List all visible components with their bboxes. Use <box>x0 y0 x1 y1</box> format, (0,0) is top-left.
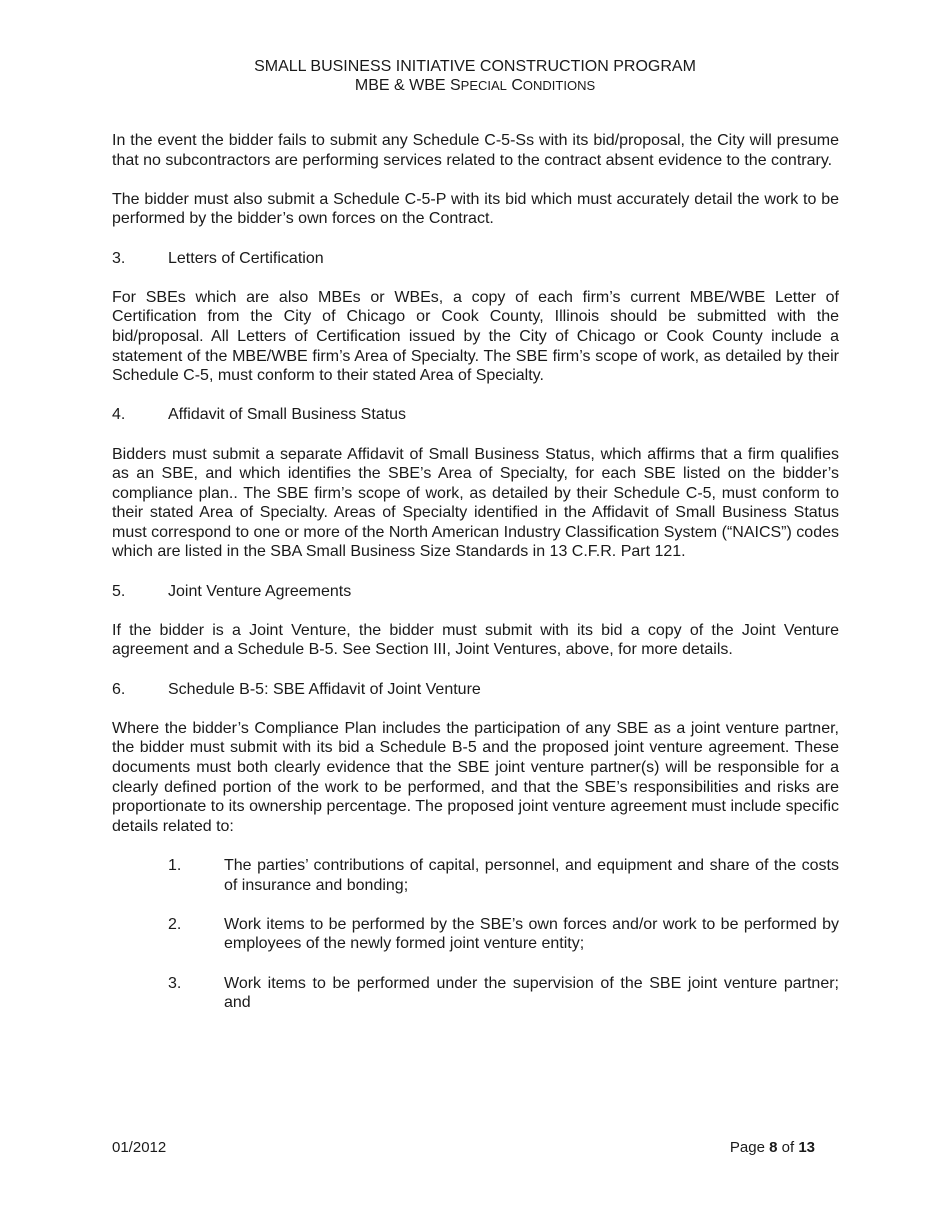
section-title: Joint Venture Agreements <box>168 582 352 600</box>
header-title: SMALL BUSINESS INITIATIVE CONSTRUCTION PROGRAM <box>254 58 696 75</box>
footer-date: 01/2012 <box>112 1139 167 1156</box>
list-item-number: 1. <box>168 856 182 874</box>
section-number: 6. <box>112 680 126 698</box>
total-pages: 13 <box>798 1139 815 1156</box>
page-footer <box>112 1138 815 1158</box>
intro-paragraph-1: In the event the bidder fails to submit any Schedule C-5-Ss with its bid/proposal, the City will presume that no subcontractors are performing services related to the contract absent evidence to the contrary. <box>112 132 839 169</box>
document-body <box>112 131 839 1032</box>
section-text-5: If the bidder is a Joint Venture, the bidder must submit with its bid a copy of the Joint Venture agreement and a Schedule B-5. See Section III, Joint Ventures, above, for more details. <box>112 621 839 659</box>
section-title: Affidavit of Small Business Status <box>168 406 407 424</box>
page-number: Page 8 of 13 <box>729 1139 815 1156</box>
section-text-3: For SBEs which are also MBEs or WBEs, a copy of each firm’s current MBE/WBE Letter of Certification from the City of Chicago or Cook County, Illinois should be submitted with the bid/proposal. All Letters of Certification issued by the City of Chicago or Cook County include a statement of the MBE/WBE firm’s Area of Specialty. The SBE firm’s scope of work, as detailed by their Schedule C-5, must conform to their stated Area of Specialty. <box>112 288 839 385</box>
list-item <box>168 856 839 895</box>
section-title: Schedule B-5: SBE Affidavit of Joint Venture <box>168 680 481 698</box>
list-item-text: Work items to be performed under the supervision of the SBE joint venture partner; and <box>224 974 839 1012</box>
section-heading-5 <box>112 582 839 602</box>
list-item-text: The parties’ contributions of capital, personnel, and equipment and share of the costs of insurance and bonding; <box>224 856 839 894</box>
list-item-number: 2. <box>168 915 182 933</box>
section-number: 3. <box>112 249 126 267</box>
joint-venture-details-list <box>168 856 839 1013</box>
list-item-text: Work items to be performed by the SBE’s own forces and/or work to be performed by employees of the newly formed joint venture entity; <box>224 915 839 953</box>
section-heading-6 <box>112 680 839 700</box>
intro-paragraph-2: The bidder must also submit a Schedule C-5-P with its bid which must accurately detail the work to be performed by the bidder’s own forces on the Contract. <box>112 190 839 228</box>
list-item-number: 3. <box>168 974 182 992</box>
section-heading-4 <box>112 405 839 425</box>
section-text-4: Bidders must submit a separate Affidavit of Small Business Status, which affirms that a firm qualifies as an SBE, and which identifies the SBE’s Area of Specialty, for each SBE listed on the bidder’s compliance plan.. The SBE firm’s scope of work, as detailed by their Schedule C-5, must conform to their stated Area of Specialty. Areas of Specialty identified in the Affidavit of Small Business Status must correspond to one or more of the North American Industry Classification System (“NAICS”) codes which are listed in the SBA Small Business Size Standards in 13 C.F.R. Part 121. <box>112 445 839 561</box>
current-page: 8 <box>769 1139 778 1156</box>
list-item <box>168 915 839 954</box>
section-text-6: Where the bidder’s Compliance Plan includes the participation of any SBE as a joint venture partner, the bidder must submit with its bid a Schedule B-5 and the proposed joint venture agreement. These documents must both clearly evidence that the SBE joint venture partner(s) will be responsible for a clearly defined portion of the work to be performed, and that the SBE’s responsibilities and risks are proportionate to its ownership percentage. The proposed joint venture agreement must include specific details related to: <box>112 719 839 835</box>
page-header <box>0 57 950 95</box>
section-number: 4. <box>112 406 126 424</box>
header-subtitle: MBE & WBE SPECIAL CONDITIONS <box>354 77 596 94</box>
list-item <box>168 974 839 1013</box>
section-title: Letters of Certification <box>168 249 324 267</box>
section-number: 5. <box>112 582 126 600</box>
section-heading-3 <box>112 249 839 269</box>
